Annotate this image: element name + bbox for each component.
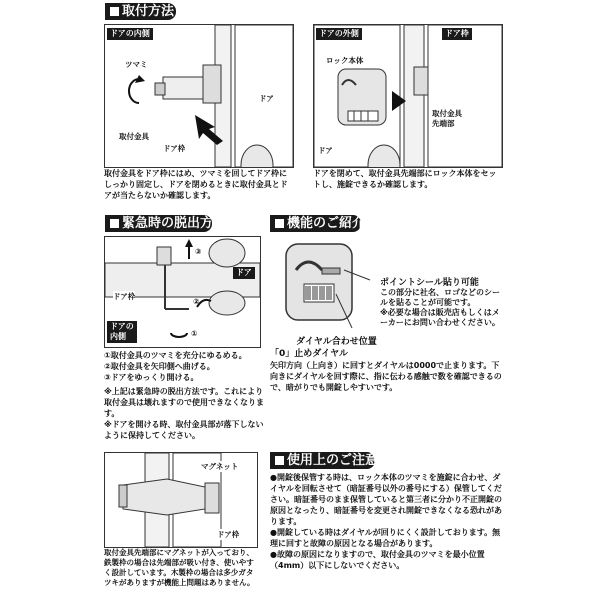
step1-marker: ① [191,329,198,338]
inside-door-panel [104,24,294,168]
mounting-header: 取付方法 [105,3,176,20]
caution-item-1: ●開錠後保管する時は、ロック本体のツマミを施錠に合わせ、ダイヤルを回転させて（暗証番号以外の番号にする）保管してください。暗証番号のまま保管していると第三者に分かり不正開錠の原因となったり、暗証番号を変更され開錠できなくなる恐れがあります。 [270,473,502,526]
outside-door-panel [313,24,503,168]
outside-door-label: ドア [318,146,333,155]
sticker-note: ※必要な場合は販売店もしくはメーカーにお問い合わせください。 [380,308,500,327]
zero-stop-text: 矢印方向（上向き）に回すとダイヤルは0000で止まります。下向きにダイヤルを回す際に、指に伝わる感触で数を確認できるので、暗がりでも開錠しやすいです。 [270,361,502,392]
sticker-info [380,278,502,328]
emergency-frame-label: ドア枠 [113,292,136,301]
door-label: ドア [259,94,274,103]
step-2: ②取付金具を矢印側へ曲げる。 [104,362,215,371]
step-3: ③ドアをゆっくり開ける。 [104,373,199,382]
lockbox-illustration [272,240,372,336]
square-bullet-icon [275,219,284,228]
emergency-door-tag: ドア [233,267,255,279]
bracket-tip-label: 取付金具 先端部 [432,109,462,128]
magnet-label: マグネット [201,462,239,471]
caution-item-3: ●故障の原因になりますので、取付金具のツマミを最小位置（4mm）以下にしないでください。 [270,550,485,570]
magnet-frame-label: ドア枠 [217,530,240,539]
magnet-caption: 取付金具先端部にマグネットが入っており、鉄製枠の場合は先端部が吸い付き、使いやすく設計しています。木製枠の場合は多少ガタツキがありますが機能上問題はありません。 [104,548,255,587]
inside-door-tag: ドアの内側 [107,28,153,40]
emergency-panel [104,236,261,348]
outside-door-illustration [314,25,502,167]
bracket-label: 取付金具 [119,132,149,141]
note-2: ※ドアを開ける時、取付金具部が落下しないように保持してください。 [104,420,264,440]
emergency-header: 緊急時の脱出方法 [105,215,212,232]
step3-marker: ③ [195,247,202,256]
knob-label: ツマミ [125,60,148,69]
caution-item-2: ●開錠している時はダイヤルが回りにくく設計しております。無理に回すと故障の原因となる場合があります。 [270,528,501,548]
note-1: ※上記は緊急時の脱出方法です。これにより取付金具は壊れますので使用できなくなります。 [104,387,264,418]
outside-frame-tag: ドア枠 [442,28,472,40]
outside-door-tag: ドアの外側 [316,28,362,40]
step-1: ①取付金具のツマミを充分にゆるめる。 [104,351,247,360]
square-bullet-icon [110,219,119,228]
door-frame-label: ドア枠 [163,144,186,153]
zero-stop-title: 「0」止めダイヤル [270,349,348,359]
outside-door-caption: ドアを閉めて、取付金具先端部にロック本体をセットし、施錠できるか確認します。 [313,169,497,189]
emergency-text [104,350,264,441]
sticker-title: ポイントシール貼り可能 [380,278,479,288]
lock-body-label: ロック本体 [326,56,364,65]
emergency-inside-tag: ドアの 内側 [107,321,137,343]
dial-position-label: ダイヤル合わせ位置 [296,334,377,347]
step2-marker: ② [193,297,200,306]
inside-door-caption: 取付金具をドア枠にはめ、ツマミを回してドア枠にしっかり固定し、ドアを閉めるときに取付金具とドアが当たらないか確認します。 [104,169,288,200]
square-bullet-icon [110,7,119,16]
square-bullet-icon [275,456,284,465]
zero-stop-info [270,349,502,393]
cautions-list [270,472,502,571]
cautions-header: 使用上のご注意 [270,452,375,469]
sticker-text: この部分に社名、ロゴなどのシールを貼ることが可能です。 [380,288,500,307]
features-header: 機能のご紹介 [270,215,361,232]
magnet-panel [104,452,258,548]
